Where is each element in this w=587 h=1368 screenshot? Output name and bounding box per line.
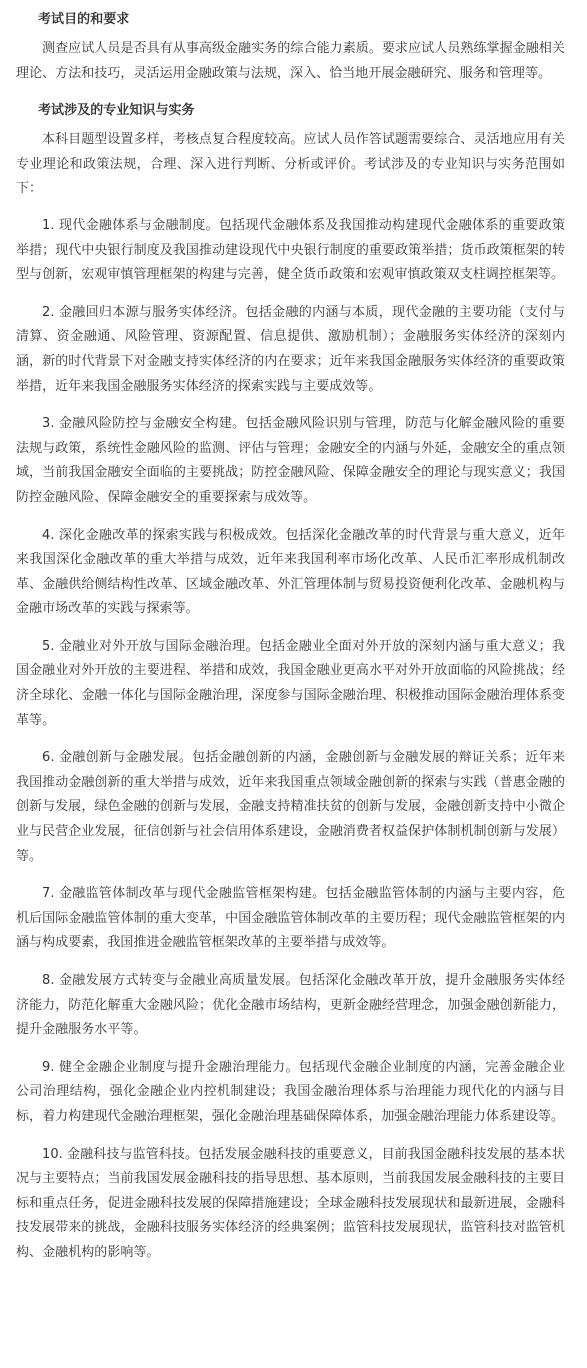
list-item-9: 9. 健全金融企业制度与提升金融治理能力。包括现代金融企业制度的内涵，完善金融企业公司治理结构，强化金融企业内控机制建设；我国金融治理体系与治理能力现代化的内涵与目标，着力构建现代金融治理框架，强化金融治理基础保障体系，加强金融治理能力体系建设等。	[16, 1059, 565, 1124]
list-item-3: 3. 金融风险防控与金融安全构建。包括金融风险识别与管理，防范与化解金融风险的重要法规与政策，系统性金融风险的监测、评估与管理；金融安全的内涵与外延，金融安全的重点领域，当前我国金融安全面临的主要挑战；防控金融风险、保障金融安全的理论与现实意义；我国防控金融风险、保障金融安全的重要探索与成效等。	[16, 416, 565, 505]
list-item-6: 6. 金融创新与金融发展。包括金融创新的内涵，金融创新与金融发展的辩证关系；近年来我国推动金融创新的重大举措与成效，近年来我国重点领域金融创新的探索与实践（普惠金融的创新与发展，绿色金融的创新与发展，金融支持精准扶贫的创新与发展，金融创新支持中小微企业与民营企业发展，征信创新与社会信用体系建设，金融消费者权益保护体制机制创新与发展）等。	[16, 750, 565, 864]
list-item-4: 4. 深化金融改革的探索实践与积极成效。包括深化金融改革的时代背景与重大意义，近年来我国深化金融改革的重大举措与成效，近年来我国利率市场化改革、人民币汇率形成机制改革、金融供给侧结构性改革、区域金融改革、外汇管理体制与贸易投资便利化改革、金融机构与金融市场改革的实践与探索等。	[16, 527, 565, 617]
paragraph-exam-purpose: 测查应试人员是否具有从事高级金融实务的综合能力素质。要求应试人员熟练掌握金融相关理论、方法和技巧，灵活运用金融政策与法规，深入、恰当地开展金融研究、服务和管理等。	[16, 41, 565, 81]
section-heading-knowledge-scope: 考试涉及的专业知识与实务	[38, 103, 195, 119]
list-item-10: 10. 金融科技与监管科技。包括发展金融科技的重要意义，目前我国金融科技发展的基本状况与主要特点；当前我国发展金融科技的指导思想、基本原则，当前我国发展金融科技的主要目标和重点任务，促进金融科技发展的保障措施建设；全球金融科技发展现状和最新进展，金融科技发展带来的挑战，金融科技服务实体经济的经典案例；监管科技发展现状，监管科技对监管机构、金融机构的影响等。	[16, 1146, 565, 1260]
list-item-7: 7. 金融监管体制改革与现代金融监管框架构建。包括金融监管体制的内涵与主要内容，危机后国际金融监管体制的重大变革，中国金融监管体制改革的主要历程；现代金融监管框架的内涵与构成要素，我国推进金融监管框架改革的主要举措与成效等。	[16, 886, 565, 951]
list-item-5: 5. 金融业对外开放与国际金融治理。包括金融业全面对外开放的深刻内涵与重大意义；我国金融业对外开放的主要进程、举措和成效，我国金融业更高水平对外开放面临的风险挑战；经济全球化、金融一体化与国际金融治理，深度参与国际金融治理、积极推动国际金融治理体系变革等。	[16, 638, 565, 728]
list-item-2: 2. 金融回归本源与服务实体经济。包括金融的内涵与本质，现代金融的主要功能（支付与清算、资金融通、风险管理、资源配置、信息提供、激励机制）；金融服务实体经济的深刻内涵，新的时代背景下对金融支持实体经济的内在要求；近年来我国金融服务实体经济的重要政策举措，近年来我国金融服务实体经济的探索实践与主要成效等。	[16, 304, 565, 394]
section-heading-exam-purpose: 考试目的和要求	[38, 12, 130, 27]
list-item-8: 8. 金融发展方式转变与金融业高质量发展。包括深化金融改革开放，提升金融服务实体经济能力，防范化解重大金融风险；优化金融市场结构，更新金融经营理念，加强金融创新能力，提升金融服务水平等。	[16, 973, 565, 1038]
list-item-1: 1. 现代金融体系与金融制度。包括现代金融体系及我国推动构建现代金融体系的重要政策举措；现代中央银行制度及我国推动建设现代中央银行制度的重要政策举措；货币政策框架的转型与创新，宏观审慎管理框架的构建与完善，健全货币政策和宏观审慎政策双支柱调控框架等。	[16, 217, 565, 283]
paragraph-scope-intro: 本科目题型设置多样，考核点复合程度较高。应试人员作答试题需要综合、灵活地应用有关专业理论和政策法规，合理、深入进行判断、分析或评价。考试涉及的专业知识与实务范围如下：	[16, 132, 565, 197]
